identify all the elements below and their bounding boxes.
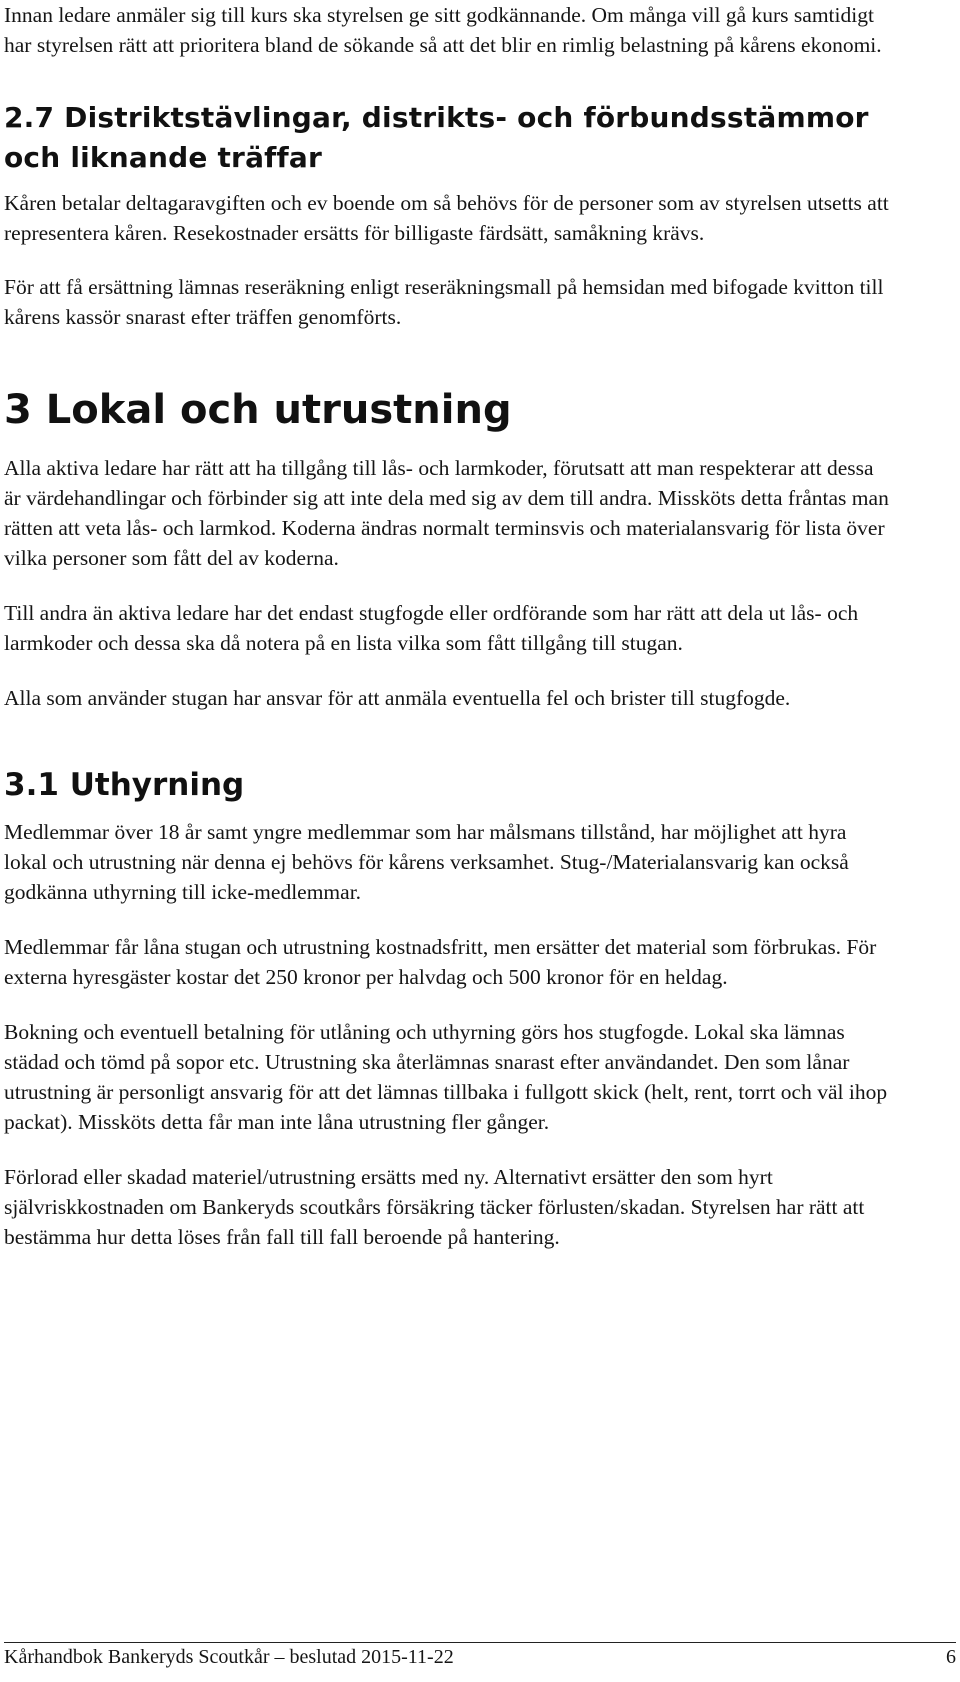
section-3-1-paragraph-3: Bokning och eventuell betalning för utlåning och uthyrning görs hos stugfogde. Lokal ska lämnas städad och tömd på sopor etc. Utrustning ska återlämnas snarast efter användandet. Den som lånar utrustning är personligt ansvarig för att det lämnas tillbaka i fullgott skick (helt, rent, torrt och väl ihop packat). Missköts detta får man inte låna utrustning fler gånger. bbox=[4, 1020, 888, 1134]
section-3-paragraph-3: Alla som använder stugan har ansvar för att anmäla eventuella fel och brister till stugfogde. bbox=[4, 686, 791, 710]
section-2-7-paragraph-1: Kåren betalar deltagaravgiften och ev boende om så behövs för de personer som av styrelsen utsetts att representera kåren. Resekostnader ersätts för billigaste färdsätt, samåkning krävs. bbox=[4, 191, 889, 245]
page-footer bbox=[4, 1642, 956, 1672]
section-3-paragraph-2: Till andra än aktiva ledare har det endast stugfogde eller ordförande som har rätt att dela ut lås- och larmkoder och dessa ska då notera på en lista vilka som fått tillgång till stugan. bbox=[4, 601, 859, 655]
section-heading-2-7: 2.7 Distriktstävlingar, distrikts- och förbundsstämmor och liknande träffar bbox=[4, 101, 869, 174]
page-number: 6 bbox=[946, 1646, 956, 1668]
section-heading-3-1: 3.1 Uthyrning bbox=[4, 767, 245, 803]
section-3-1-paragraph-2: Medlemmar får låna stugan och utrustning kostnadsfritt, men ersätter det material som förbrukas. För externa hyresgäster kostar det 250 kronor per halvdag och 500 kronor för en heldag. bbox=[4, 935, 877, 989]
section-heading-3: 3 Lokal och utrustning bbox=[4, 387, 512, 433]
section-3-1-paragraph-1: Medlemmar över 18 år samt yngre medlemmar som har målsmans tillstånd, har möjlighet att hyra lokal och utrustning när denna ej behövs för kårens verksamhet. Stug-/Materialansvarig kan också godkänna uthyrning till icke-medlemmar. bbox=[4, 820, 849, 904]
section-2-7-paragraph-2: För att få ersättning lämnas reseräkning enligt reseräkningsmall på hemsidan med bifogade kvitton till kårens kassör snarast efter träffen genomförts. bbox=[4, 275, 884, 329]
document-page bbox=[4, 0, 894, 1252]
section-3-1-paragraph-4: Förlorad eller skadad materiel/utrustning ersätts med ny. Alternativt ersätter den som hyrt självriskkostnaden om Bankeryds scoutkårs försäkring täcker förlusten/skadan. Styrelsen har rätt att bestämma hur detta löses från fall till fall beroende på hantering. bbox=[4, 1165, 865, 1249]
section-3-paragraph-1: Alla aktiva ledare har rätt att ha tillgång till lås- och larmkoder, förutsatt att man respekterar att dessa är värdehandlingar och förbinder sig att inte dela med sig av dem till andra. Missköts detta fråntas man rätten att veta lås- och larmkod. Koderna ändras normalt terminsvis och materialansvarig för lista över vilka personer som fått del av koderna. bbox=[4, 456, 889, 570]
footer-divider bbox=[4, 1642, 956, 1643]
intro-paragraph: Innan ledare anmäler sig till kurs ska styrelsen ge sitt godkännande. Om många vill gå kurs samtidigt har styrelsen rätt att prioritera bland de sökande så att det blir en rimlig belastning på kårens ekonomi. bbox=[4, 3, 882, 57]
footer-text: Kårhandbok Bankeryds Scoutkår – beslutad 2015-11-22 bbox=[4, 1646, 454, 1668]
